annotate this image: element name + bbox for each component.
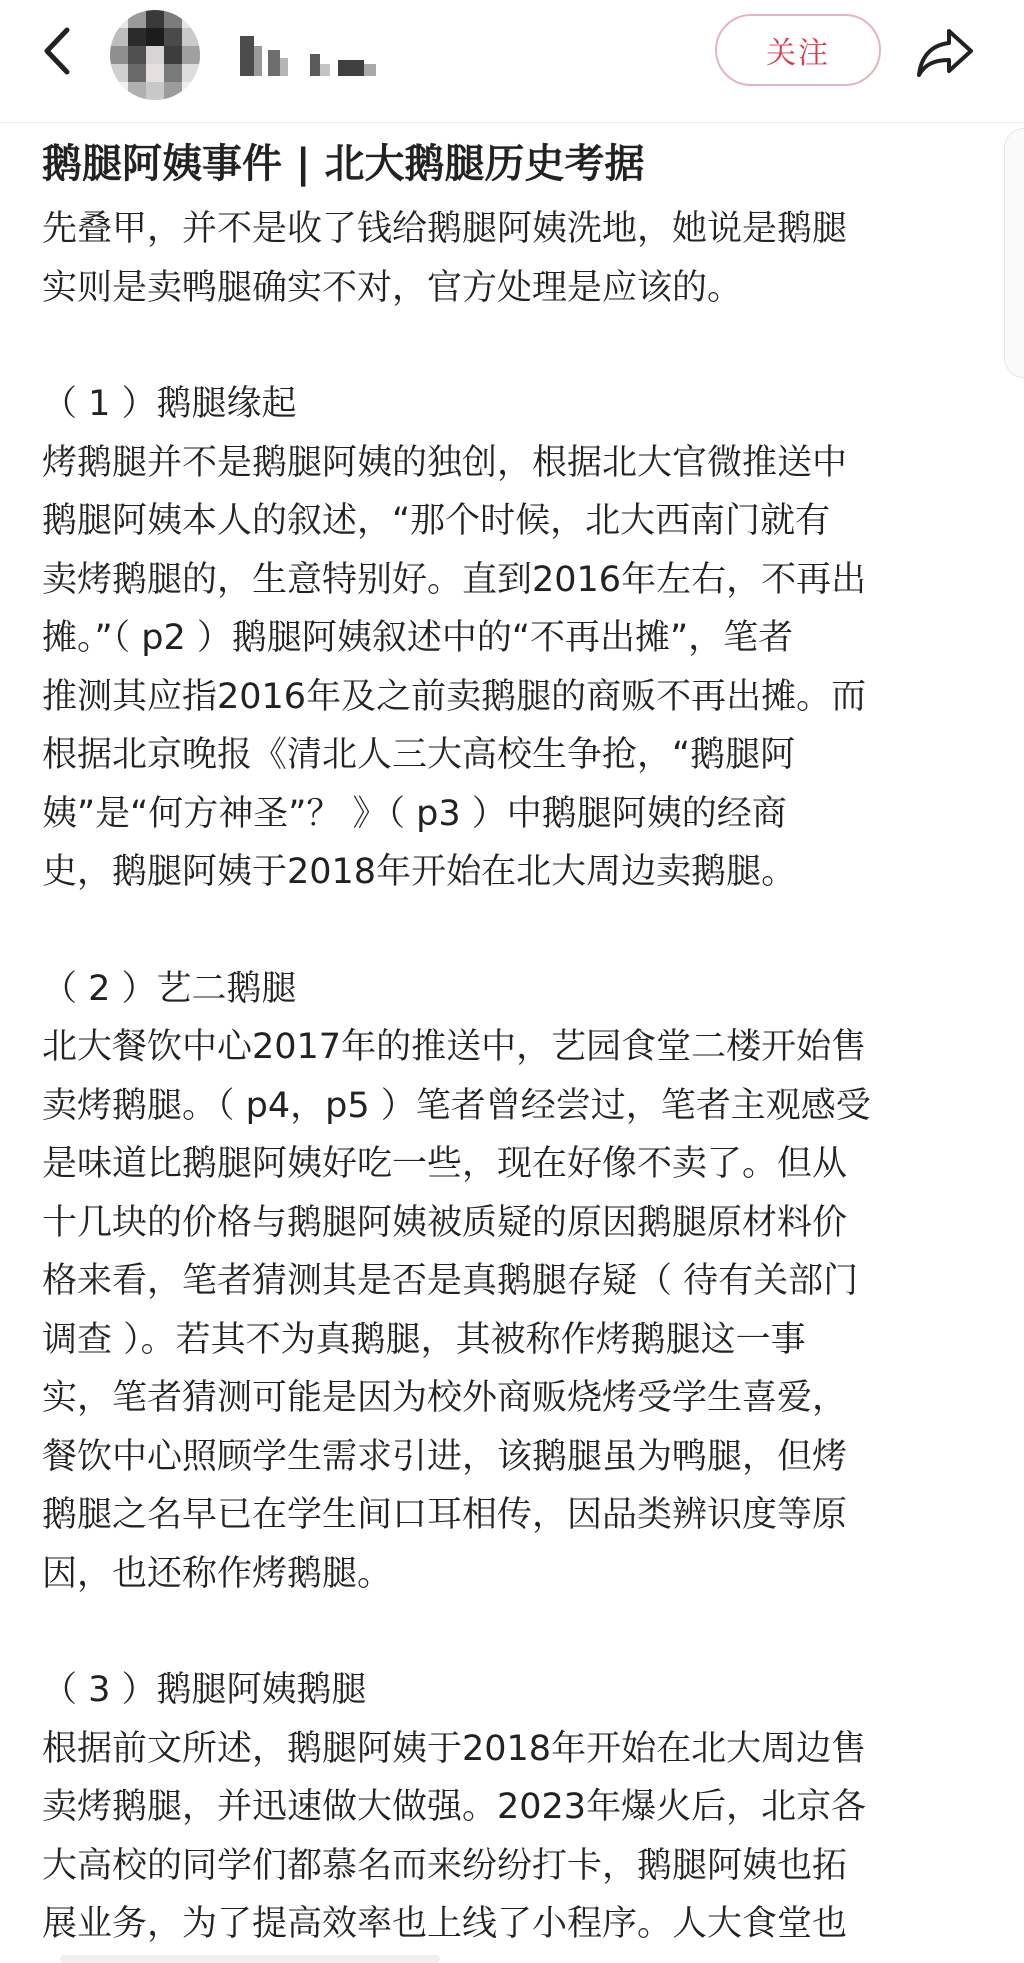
back-button[interactable] <box>22 16 92 86</box>
avatar[interactable] <box>110 10 200 100</box>
section-3 <box>42 1661 982 1954</box>
text-line: 先叠甲，并不是收了钱给鹅腿阿姨洗地，她说是鹅腿 <box>42 209 848 249</box>
follow-button-label: 关注 <box>766 36 830 71</box>
text-line: 调查 ）。若其不为真鹅腿，其被称作烤鹅腿这一事 <box>42 1319 806 1360</box>
intro-paragraph <box>42 200 982 317</box>
text-line: 餐饮中心照顾学生需求引进，该鹅腿虽为鸭腿，但烤 <box>42 1436 848 1477</box>
text-line: 史，鹅腿阿姨于2018年开始在北大周边卖鹅腿。 <box>42 852 797 892</box>
text-line: 根据前文所述，鹅腿阿姨于2018年开始在北大周边售 <box>42 1728 867 1769</box>
section-heading: （ 1 ）鹅腿缘起 <box>42 384 297 424</box>
text-line: 鹅腿阿姨本人的叙述，“那个时候，北大西南门就有 <box>42 501 831 541</box>
section-heading: （ 3 ）鹅腿阿姨鹅腿 <box>42 1670 367 1710</box>
text-line: 实，笔者猜测可能是因为校外商贩烧烤受学生喜爱， <box>42 1378 848 1418</box>
text-line: 是味道比鹅腿阿姨好吃一些，现在好像不卖了。但从 <box>42 1144 848 1184</box>
section-paragraph <box>42 1720 982 1954</box>
section-paragraph <box>42 1018 982 1603</box>
side-panel-edge[interactable] <box>1004 128 1024 378</box>
text-line: 鹅腿之名早已在学生间口耳相传，因品类辨识度等原 <box>42 1495 848 1535</box>
top-nav-bar <box>0 0 1024 123</box>
text-line: 格来看，笔者猜测其是否是真鹅腿存疑（ 待有关部门 <box>42 1261 859 1301</box>
text-line: 十几块的价格与鹅腿阿姨被质疑的原因鹅腿原材料价 <box>42 1202 848 1243</box>
article-body <box>42 130 982 1954</box>
article-title: 鹅腿阿姨事件 | 北大鹅腿历史考据 <box>42 141 645 187</box>
avatar-mosaic <box>110 10 200 100</box>
section-2 <box>42 960 982 1604</box>
text-line: 摊。”（ p2 ）鹅腿阿姨叙述中的“不再出摊”，笔者 <box>42 618 794 658</box>
share-button[interactable] <box>910 18 980 88</box>
username-blurred[interactable] <box>240 30 410 80</box>
follow-button[interactable] <box>715 14 881 86</box>
text-line: 卖烤鹅腿，并迅速做大做强。2023年爆火后，北京各 <box>42 1787 867 1827</box>
section-heading: （ 2 ）艺二鹅腿 <box>42 968 297 1009</box>
text-line: 大高校的同学们都慕名而来纷纷打卡，鹅腿阿姨也拓 <box>42 1845 848 1886</box>
text-line: 根据北京晚报《清北人三大高校生争抢，“鹅腿阿 <box>42 735 796 775</box>
text-line: 实则是卖鸭腿确实不对，官方处理是应该的。 <box>42 267 743 308</box>
section-paragraph <box>42 434 982 902</box>
text-line: 展业务，为了提高效率也上线了小程序。人大食堂也 <box>42 1904 848 1944</box>
chevron-left-icon <box>37 26 77 76</box>
share-arrow-icon <box>915 25 975 81</box>
text-line: 卖烤鹅腿。（ p4，p5 ）笔者曾经尝过，笔者主观感受 <box>42 1085 871 1126</box>
text-line: 北大餐饮中心2017年的推送中，艺园食堂二楼开始售 <box>42 1027 867 1067</box>
bottom-edge-bar <box>60 1955 440 1963</box>
section-1 <box>42 375 982 902</box>
text-line: 烤鹅腿并不是鹅腿阿姨的独创，根据北大官微推送中 <box>42 442 848 483</box>
text-line: 推测其应指2016年及之前卖鹅腿的商贩不再出摊。而 <box>42 676 867 717</box>
text-line: 因，也还称作烤鹅腿。 <box>42 1553 393 1594</box>
text-line: 姨”是“何方神圣”？ 》（ p3 ）中鹅腿阿姨的经商 <box>42 793 787 834</box>
text-line: 卖烤鹅腿的，生意特别好。直到2016年左右，不再出 <box>42 559 867 600</box>
